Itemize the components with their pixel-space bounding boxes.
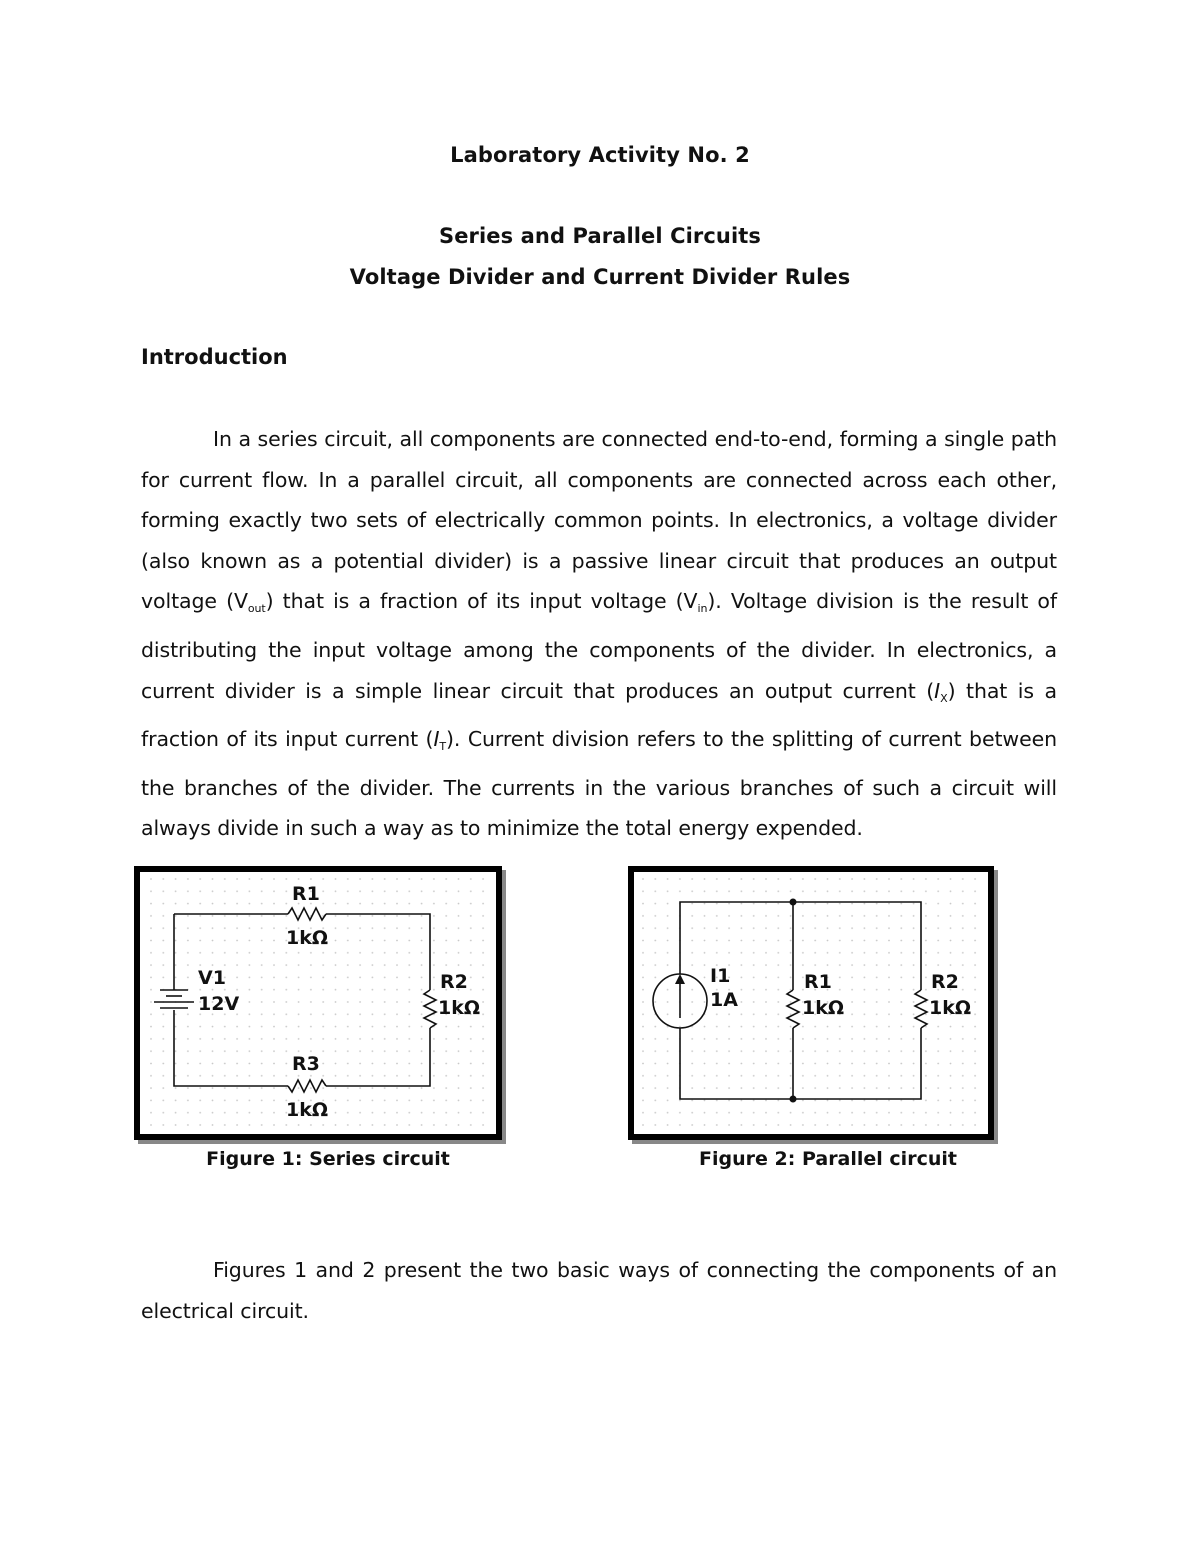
closing-paragraph: [141, 1250, 1057, 1331]
i1-label: I1: [710, 965, 731, 987]
r1-value: 1kΩ: [286, 927, 329, 949]
intro-text: ). Voltage division is the result of distributing the input voltage among the components of the divider. In electronics, a current divider is a simple linear circuit that produces an output current (: [141, 589, 1057, 703]
closing-text: Figures 1 and 2 present the two basic ways of connecting the components of an electrical circuit.: [141, 1258, 1057, 1323]
series-circuit-schematic: [140, 872, 496, 1134]
r2-label: R2: [931, 971, 959, 993]
r2-value: 1kΩ: [438, 997, 481, 1019]
junction-node: [790, 899, 797, 906]
figure-2-caption: Figure 2: Parallel circuit: [699, 1148, 957, 1170]
series-circuit-figure: [134, 866, 502, 1140]
figure-1-caption: Figure 1: Series circuit: [206, 1148, 450, 1170]
document-subtitle: Series and Parallel Circuits: [438, 224, 761, 248]
intro-text: ) that is a fraction of its input voltage (V: [265, 589, 698, 614]
r1-value: 1kΩ: [802, 997, 845, 1019]
v1-label: V1: [198, 967, 226, 989]
parallel-circuit-schematic: [634, 872, 988, 1134]
intro-text: In a series circuit, all components are connected end-to-end, forming a single path for current flow. In a parallel circuit, all components are connected across each other, forming exactly two sets of electrically common points. In electronics, a voltage divider (also known as a potential divider) is a passive linear circuit that produces an output voltage (V: [141, 427, 1057, 614]
r2-label: R2: [440, 971, 468, 993]
v1-value: 12V: [198, 993, 240, 1015]
it-symbol: I: [433, 727, 440, 752]
ix-subscript: X: [940, 691, 948, 705]
it-subscript: T: [439, 740, 447, 754]
r3-value: 1kΩ: [286, 1099, 329, 1121]
parallel-circuit-figure: [628, 866, 994, 1140]
r3-label: R3: [292, 1053, 320, 1075]
introduction-paragraph: [141, 419, 1057, 849]
junction-node: [790, 1096, 797, 1103]
intro-text: ). Current division refers to the splitting of current between the branches of the divider. The currents in the various branches of such a circuit will always divide in such a way as to minimize the total energy expended.: [141, 727, 1058, 841]
vin-subscript: in: [697, 602, 708, 616]
intro-text: ) that is a fraction of its input current (: [141, 678, 1057, 752]
document-title: Laboratory Activity No. 2: [450, 143, 750, 167]
section-heading-introduction: Introduction: [141, 345, 288, 369]
vout-subscript: out: [247, 602, 266, 616]
ix-symbol: I: [934, 678, 941, 703]
document-subtitle-2: Voltage Divider and Current Divider Rules: [349, 265, 851, 289]
r1-label: R1: [292, 883, 320, 905]
r2-value: 1kΩ: [929, 997, 972, 1019]
r1-label: R1: [804, 971, 832, 993]
i1-value: 1A: [710, 989, 738, 1011]
